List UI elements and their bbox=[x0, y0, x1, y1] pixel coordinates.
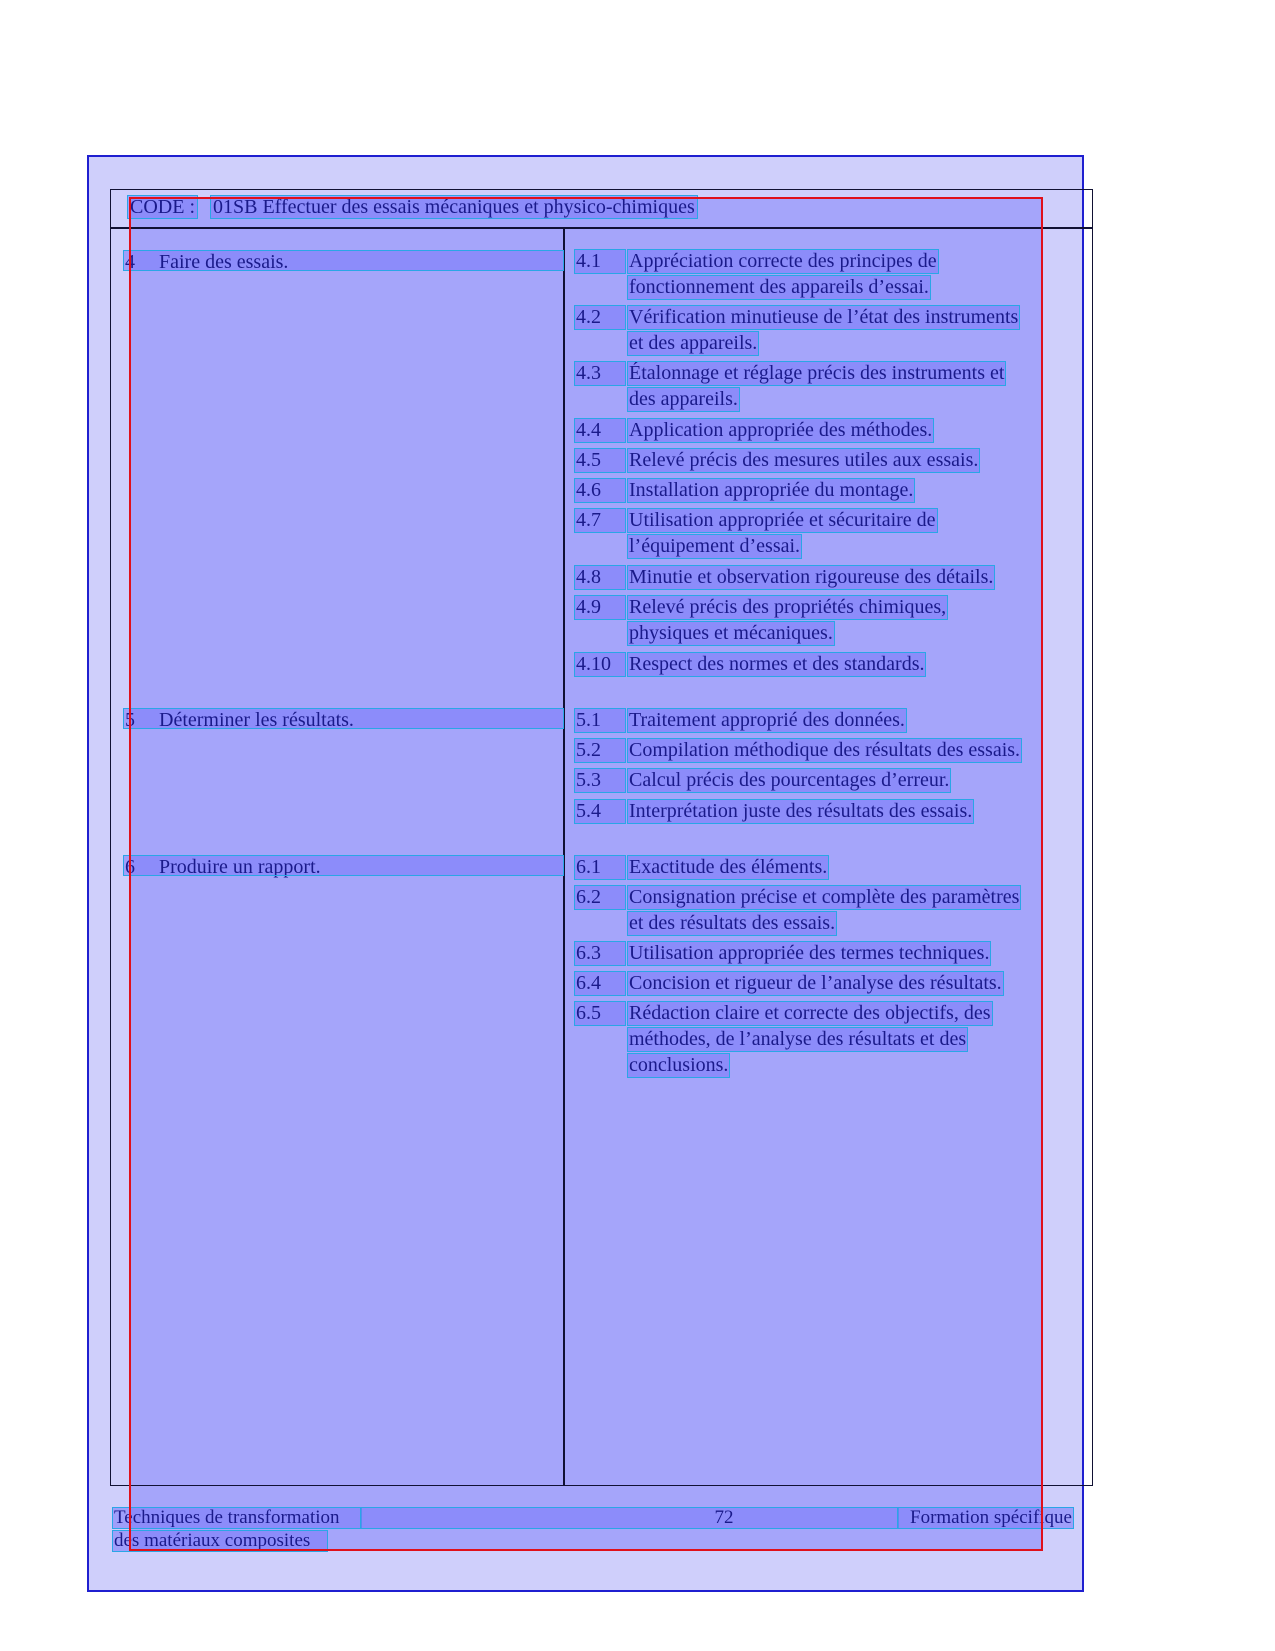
criterion-number: 6.1 bbox=[575, 856, 625, 879]
criterion-text: Utilisation appropriée des termes techniques. bbox=[629, 942, 990, 964]
task-label: Produire un rapport. bbox=[159, 856, 321, 878]
criterion-text: Appréciation correcte des principes de bbox=[629, 250, 937, 272]
criterion-text: Traitement approprié des données. bbox=[629, 709, 905, 731]
criterion-number: 4.1 bbox=[575, 250, 625, 273]
criterion-number: 5.3 bbox=[575, 769, 625, 792]
task-number: 4 bbox=[125, 251, 135, 273]
competency-header bbox=[128, 196, 697, 218]
criterion-number: 6.3 bbox=[575, 942, 625, 965]
criterion-number: 4.2 bbox=[575, 306, 625, 329]
criterion-text: et des appareils. bbox=[629, 332, 758, 354]
criterion-number: 4.3 bbox=[575, 362, 625, 385]
criterion-text: l’équipement d’essai. bbox=[629, 535, 801, 557]
task-item bbox=[124, 251, 563, 273]
criterion-text: Relevé précis des mesures utiles aux essais. bbox=[629, 449, 979, 471]
criterion-number: 4.8 bbox=[575, 566, 625, 589]
criterion-text: physiques et mécaniques. bbox=[629, 622, 833, 644]
criterion-text: conclusions. bbox=[629, 1054, 729, 1076]
code-title: 01SB Effectuer des essais mécaniques et physico-chimiques bbox=[213, 196, 695, 218]
footer-program-line1: Techniques de transformation bbox=[113, 1508, 361, 1528]
footer-page-number: 72 bbox=[361, 1508, 898, 1528]
criterion-text: Installation appropriée du montage. bbox=[629, 479, 914, 501]
criterion-text: méthodes, de l’analyse des résultats et des bbox=[629, 1028, 967, 1050]
criterion-text: Exactitude des éléments. bbox=[629, 856, 828, 878]
criterion-number: 4.10 bbox=[575, 653, 625, 676]
column-divider bbox=[563, 229, 565, 1486]
task-item bbox=[124, 709, 563, 731]
criterion-text: Vérification minutieuse de l’état des instruments bbox=[629, 306, 1019, 328]
criterion-number: 4.7 bbox=[575, 509, 625, 532]
header-divider bbox=[110, 227, 1093, 229]
criterion-text: et des résultats des essais. bbox=[629, 912, 836, 934]
criterion-number: 6.2 bbox=[575, 886, 625, 909]
code-label: CODE : bbox=[130, 196, 195, 218]
criterion-text: Rédaction claire et correcte des objectifs, des bbox=[629, 1002, 991, 1024]
criterion-text: Consignation précise et complète des paramètres bbox=[629, 886, 1020, 908]
task-number: 6 bbox=[125, 856, 135, 878]
criterion-text: Concision et rigueur de l’analyse des résultats. bbox=[629, 972, 1002, 994]
task-label: Déterminer les résultats. bbox=[159, 709, 354, 731]
criterion-number: 5.4 bbox=[575, 800, 625, 823]
criterion-text: Relevé précis des propriétés chimiques, bbox=[629, 596, 947, 618]
task-label: Faire des essais. bbox=[159, 251, 289, 273]
criterion-number: 6.4 bbox=[575, 972, 625, 995]
criterion-text: Utilisation appropriée et sécuritaire de bbox=[629, 509, 936, 531]
footer-section: Formation spécifique bbox=[898, 1508, 1073, 1528]
criterion-text: fonctionnement des appareils d’essai. bbox=[629, 276, 929, 298]
footer-program-line2: des matériaux composites bbox=[113, 1531, 327, 1551]
criterion-text: Respect des normes et des standards. bbox=[629, 653, 925, 675]
criterion-text: Application appropriée des méthodes. bbox=[629, 419, 933, 441]
criterion-text: des appareils. bbox=[629, 388, 738, 410]
criterion-text: Calcul précis des pourcentages d’erreur. bbox=[629, 769, 950, 791]
task-item bbox=[124, 856, 563, 878]
criterion-text: Étalonnage et réglage précis des instruments et bbox=[629, 362, 1005, 384]
criterion-number: 6.5 bbox=[575, 1002, 625, 1025]
criterion-text: Compilation méthodique des résultats des essais. bbox=[629, 739, 1021, 761]
criterion-text: Interprétation juste des résultats des essais. bbox=[629, 800, 973, 822]
criterion-number: 4.5 bbox=[575, 449, 625, 472]
criterion-number: 5.2 bbox=[575, 739, 625, 762]
task-number: 5 bbox=[125, 709, 135, 731]
criterion-number: 5.1 bbox=[575, 709, 625, 732]
criterion-number: 4.4 bbox=[575, 419, 625, 442]
criterion-number: 4.9 bbox=[575, 596, 625, 619]
criterion-text: Minutie et observation rigoureuse des détails. bbox=[629, 566, 994, 588]
criterion-number: 4.6 bbox=[575, 479, 625, 502]
